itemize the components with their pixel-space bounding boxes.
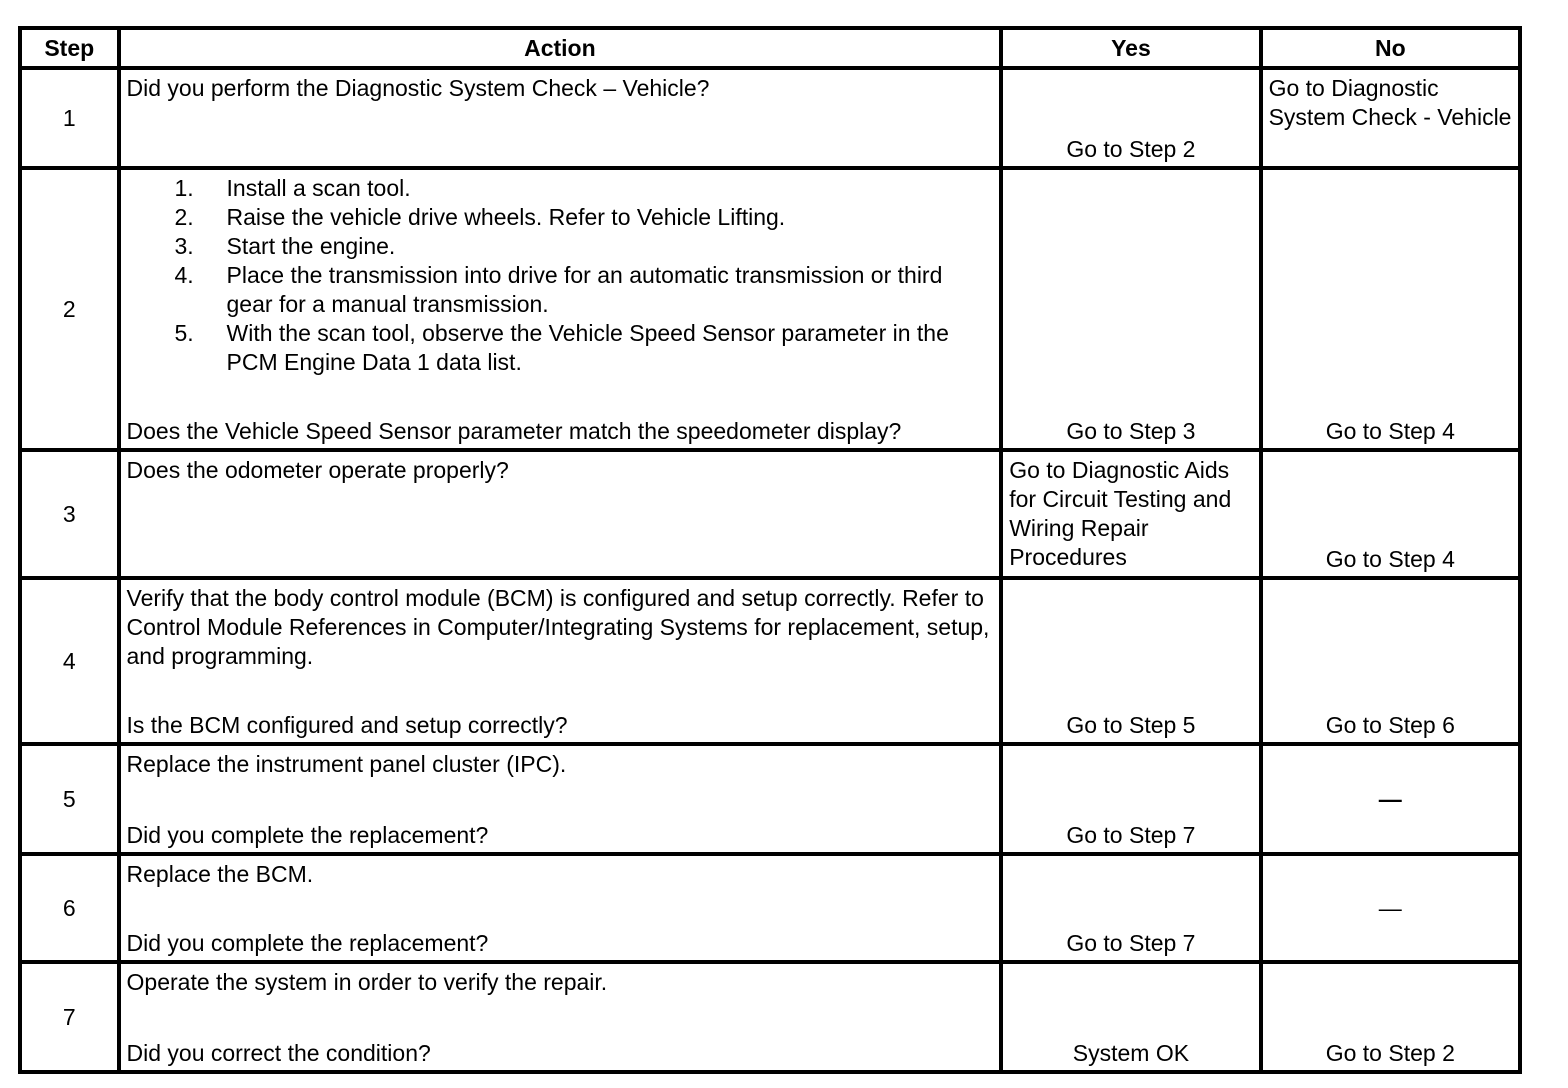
action-question: Did you complete the replacement? (126, 822, 489, 848)
action-text: Did you perform the Diagnostic System Check – Vehicle? (126, 75, 710, 101)
yes-cell (1001, 450, 1260, 578)
yes-cell (1001, 854, 1260, 962)
no-dash: — (1378, 785, 1402, 812)
action-question: Is the BCM configured and setup correctly? (126, 712, 568, 738)
yes-cell (1001, 68, 1260, 168)
step-number: 1 (20, 68, 119, 168)
no-cell (1261, 744, 1520, 854)
header-row (20, 28, 1520, 68)
header-yes: Yes (1001, 28, 1260, 68)
action-cell (119, 854, 1002, 962)
yes-result: System OK (1072, 1040, 1190, 1066)
action-question: Did you correct the condition? (126, 1040, 431, 1066)
no-cell (1261, 962, 1520, 1072)
header-step: Step (20, 28, 119, 68)
header-no: No (1261, 28, 1520, 68)
list-item: 1. Install a scan tool. (174, 175, 411, 201)
no-link[interactable]: Go to Step 6 (1325, 712, 1455, 738)
table-row (20, 68, 1520, 168)
action-text: Replace the instrument panel cluster (IPC). (126, 751, 567, 777)
action-cell (119, 578, 1002, 744)
no-cell (1261, 578, 1520, 744)
no-link[interactable]: Go to Diagnostic System Check - Vehicle (1268, 75, 1512, 130)
yes-link[interactable]: Go to Step 5 (1066, 712, 1196, 738)
list-item: 5. With the scan tool, observe the Vehicle Speed Sensor parameter in the PCM Engine Data 1 data list. (174, 320, 949, 375)
step-number: 3 (20, 450, 119, 578)
yes-link[interactable]: Go to Step 2 (1066, 136, 1196, 162)
step-number: 7 (20, 962, 119, 1072)
diagnostic-table (18, 26, 1522, 1074)
step-number: 5 (20, 744, 119, 854)
no-link[interactable]: Go to Step 2 (1325, 1040, 1455, 1066)
procedure-list (127, 174, 994, 377)
yes-cell (1001, 578, 1260, 744)
action-question: Does the Vehicle Speed Sensor parameter match the speedometer display? (126, 418, 902, 444)
step-number: 6 (20, 854, 119, 962)
step-number: 2 (20, 168, 119, 450)
list-item: 3. Start the engine. (174, 233, 396, 259)
no-link[interactable]: Go to Step 4 (1325, 418, 1455, 444)
action-cell (119, 962, 1002, 1072)
no-cell (1261, 450, 1520, 578)
no-link[interactable]: Go to Step 4 (1325, 546, 1455, 572)
table-row (20, 744, 1520, 854)
table-row (20, 962, 1520, 1072)
action-cell (119, 168, 1002, 450)
action-text: Verify that the body control module (BCM) is configured and setup correctly. Refer to Control Module References in Computer/Integrating Systems for replacement, setup, and programming. (126, 585, 990, 669)
yes-link[interactable]: Go to Step 3 (1066, 418, 1196, 444)
table-row (20, 450, 1520, 578)
action-text: Does the odometer operate properly? (126, 457, 509, 483)
header-action: Action (119, 28, 1002, 68)
list-item: 4. Place the transmission into drive for an automatic transmission or third gear for a manual transmission. (174, 262, 943, 317)
table-row (20, 168, 1520, 450)
yes-cell (1001, 744, 1260, 854)
yes-link[interactable]: Go to Step 7 (1066, 822, 1196, 848)
yes-link[interactable]: Go to Step 7 (1066, 930, 1196, 956)
no-cell (1261, 168, 1520, 450)
no-dash: — (1378, 894, 1402, 921)
list-item: 2. Raise the vehicle drive wheels. Refer to Vehicle Lifting. (174, 204, 786, 230)
no-cell (1261, 68, 1520, 168)
step-number: 4 (20, 578, 119, 744)
action-cell (119, 450, 1002, 578)
no-cell (1261, 854, 1520, 962)
action-cell (119, 744, 1002, 854)
table-row (20, 854, 1520, 962)
action-text: Operate the system in order to verify the repair. (126, 969, 608, 995)
yes-link[interactable]: Go to Diagnostic Aids for Circuit Testing and Wiring Repair Procedures (1009, 457, 1232, 570)
action-question: Did you complete the replacement? (126, 930, 489, 956)
yes-cell (1001, 168, 1260, 450)
table-row (20, 578, 1520, 744)
action-cell (119, 68, 1002, 168)
yes-cell (1001, 962, 1260, 1072)
action-text: Replace the BCM. (126, 861, 314, 887)
